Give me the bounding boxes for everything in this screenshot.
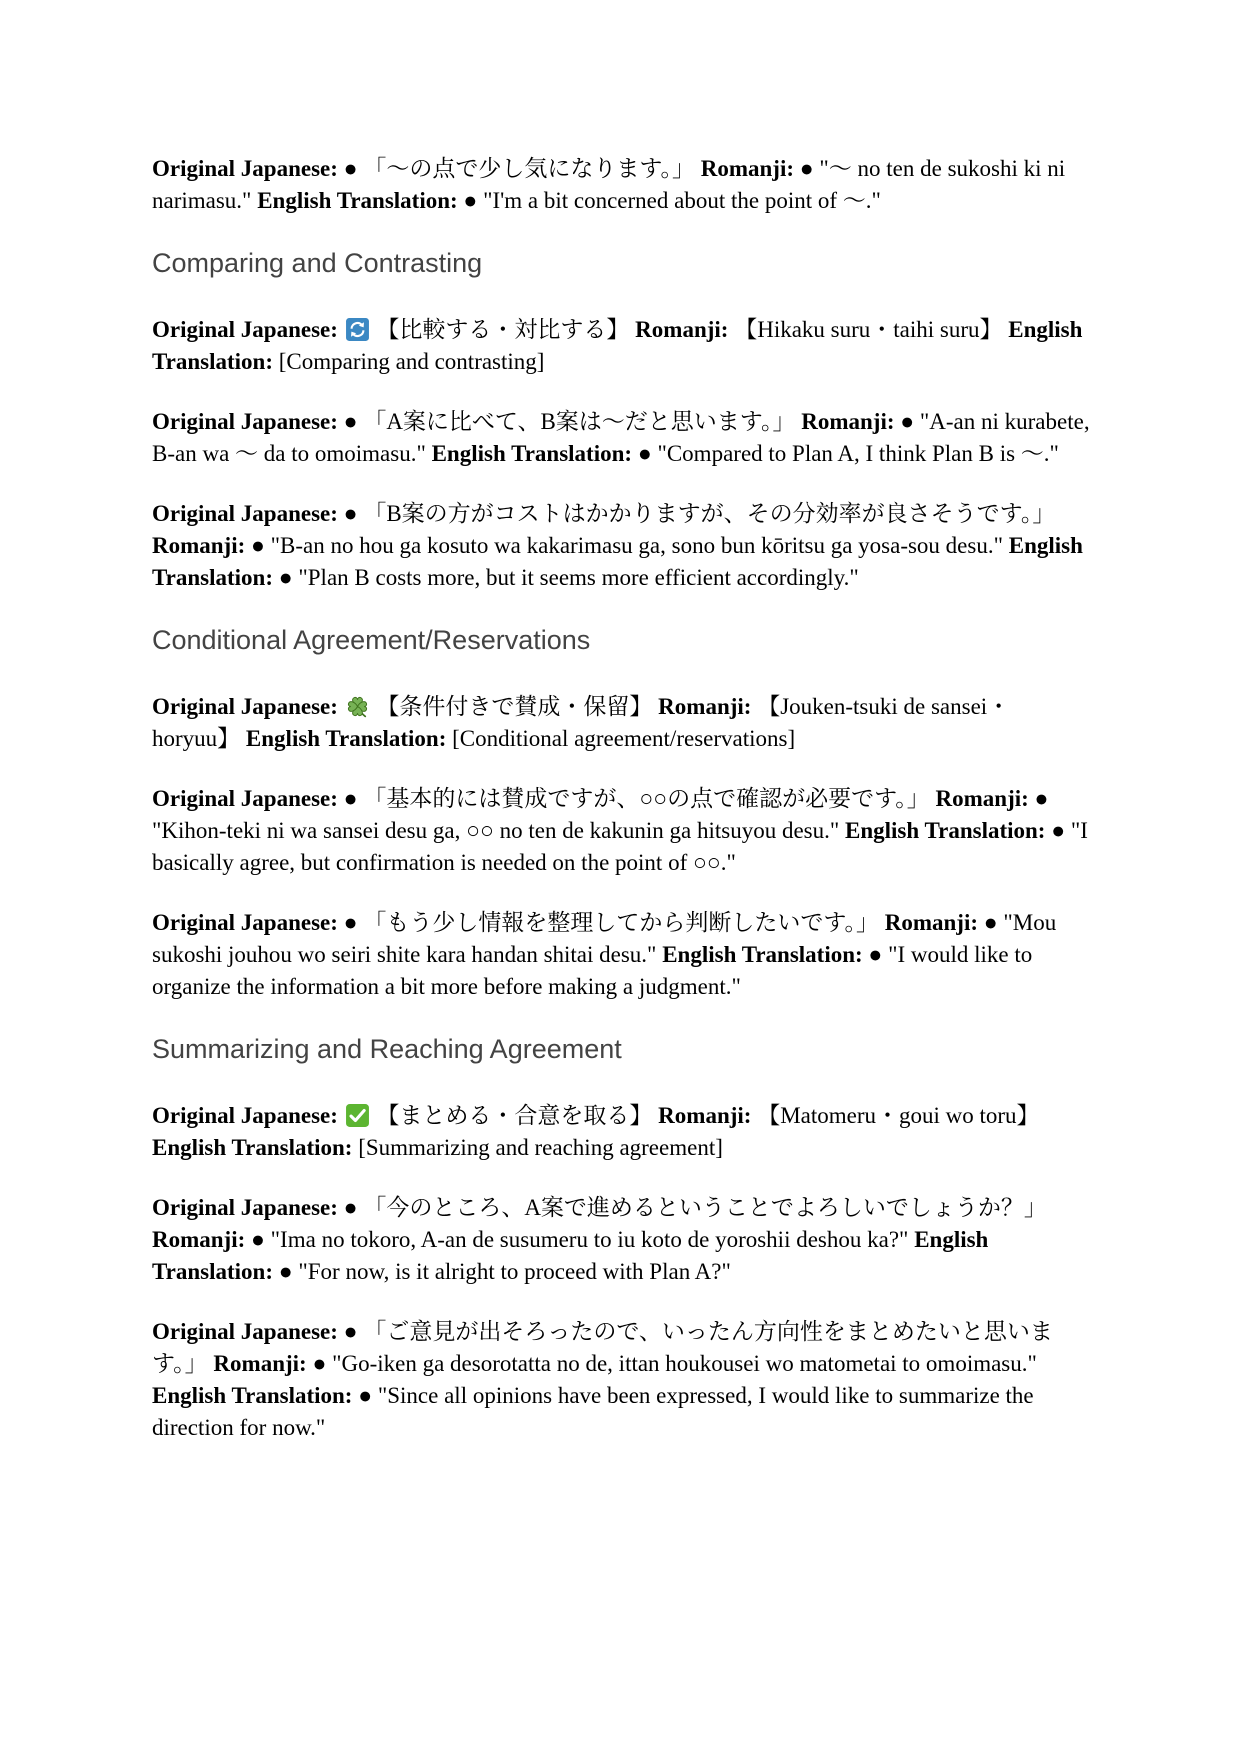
phrase-entry [152, 907, 1093, 1003]
romanji-text: ● "Go-iken ga desorotatta no de, ittan houkousei wo matometai to omoimasu." [312, 1351, 1037, 1376]
romanji-text: 【Jouken-tsuki de sansei・horyuu】 [152, 694, 1011, 751]
english-translation-label: English Translation: [152, 533, 1083, 590]
original-japanese-text: ● 「今のところ、A案で進めるということでよろしいでしょうか？」 [343, 1195, 1047, 1220]
english-translation-text: ● "For now, is it alright to proceed with Plan A?" [278, 1259, 731, 1284]
original-japanese-text: ● 「もう少し情報を整理してから判断したいです。」 [343, 910, 879, 935]
check-mark-button-icon [345, 1103, 370, 1128]
romanji-label: Romanji: [700, 156, 795, 181]
phrase-entry [152, 1316, 1093, 1444]
english-translation-text: ● "Plan B costs more, but it seems more efficient accordingly." [278, 565, 859, 590]
english-translation-text: ● "I basically agree, but confirmation is needed on the point of ○○." [152, 818, 1088, 875]
english-translation-text: [Summarizing and reaching agreement] [358, 1135, 723, 1160]
four-leaf-clover-icon [345, 694, 370, 719]
english-translation-text: [Comparing and contrasting] [278, 349, 545, 374]
english-translation-text: ● "Since all opinions have been expressed, I would like to summarize the direction for now." [152, 1383, 1034, 1440]
original-japanese-label: Original Japanese: [152, 501, 338, 526]
phrase-entry [152, 498, 1093, 594]
section-intro-entry [152, 691, 1093, 755]
section-intro-entry [152, 1100, 1093, 1164]
english-translation-label: English Translation: [662, 942, 863, 967]
original-japanese-text: ● 「〜の点で少し気になります。」 [343, 156, 695, 181]
romanji-label: Romanji: [884, 910, 979, 935]
original-japanese-label: Original Japanese: [152, 409, 338, 434]
romanji-label: Romanji: [635, 317, 729, 342]
romanji-text: 【Matomeru・goui wo toru】 [757, 1103, 1040, 1128]
original-japanese-label: Original Japanese: [152, 156, 338, 181]
section-heading: Conditional Agreement/Reservations [152, 625, 591, 655]
original-japanese-label: Original Japanese: [152, 317, 338, 342]
english-translation-text: [Conditional agreement/reservations] [452, 726, 796, 751]
section-heading: Summarizing and Reaching Agreement [152, 1034, 622, 1064]
romanji-text: ● "Kihon-teki ni wa sansei desu ga, ○○ no ten de kakunin ga hitsuyou desu." [152, 786, 1049, 843]
english-translation-label: English Translation: [245, 726, 447, 751]
section-heading: Comparing and Contrasting [152, 248, 483, 278]
original-japanese-text: ● 「A案に比べて、B案は〜だと思います。」 [343, 409, 796, 434]
english-translation-label: English Translation: [152, 1227, 989, 1284]
original-japanese-label: Original Japanese: [152, 694, 338, 719]
document-body [152, 153, 1093, 1472]
original-japanese-text: ● 「ご意見が出そろったので、いったん方向性をまとめたいと思います。」 [152, 1319, 1053, 1376]
romanji-label: Romanji: [935, 786, 1029, 811]
english-translation-label: English Translation: [152, 1135, 353, 1160]
original-japanese-text: ● 「基本的には賛成ですが、○○の点で確認が必要です。」 [343, 786, 930, 811]
phrase-entry [152, 1192, 1093, 1288]
original-japanese-text: 【比較する・対比する】 [376, 317, 630, 342]
romanji-text: ● "B-an no hou ga kosuto wa kakarimasu ga, sono bun kōritsu ga yosa-sou desu." [251, 533, 1003, 558]
english-translation-label: English Translation: [431, 441, 633, 466]
english-translation-label: English Translation: [152, 317, 1083, 374]
original-japanese-label: Original Japanese: [152, 786, 338, 811]
romanji-label: Romanji: [658, 694, 752, 719]
original-japanese-text: 【条件付きで賛成・保留】 [376, 694, 653, 719]
original-japanese-text: ● 「B案の方がコストはかかりますが、その分効率が良さそうです。」 [343, 501, 1056, 526]
original-japanese-label: Original Japanese: [152, 1319, 338, 1344]
romanji-label: Romanji: [658, 1103, 752, 1128]
phrase-entry [152, 406, 1093, 470]
english-translation-label: English Translation: [152, 1383, 353, 1408]
romanji-text: ● "Ima no tokoro, A-an de susumeru to iu koto de yoroshii deshou ka?" [251, 1227, 909, 1252]
phrase-entry [152, 783, 1093, 879]
romanji-text: ● "A-an ni kurabete, B-an wa 〜 da to omoimasu." [152, 409, 1090, 466]
romanji-label: Romanji: [801, 409, 895, 434]
romanji-text: 【Hikaku suru・taihi suru】 [734, 317, 1003, 342]
english-translation-text: ● "I would like to organize the information a bit more before making a judgment." [152, 942, 1033, 999]
counterclockwise-arrows-icon [345, 317, 370, 342]
english-translation-text: ● "Compared to Plan A, I think Plan B is 〜." [637, 441, 1059, 466]
romanji-label: Romanji: [152, 1227, 246, 1252]
original-japanese-label: Original Japanese: [152, 910, 338, 935]
original-japanese-label: Original Japanese: [152, 1195, 338, 1220]
original-japanese-text: 【まとめる・合意を取る】 [376, 1103, 653, 1128]
romanji-text: ● "Mou sukoshi jouhou wo seiri shite kara handan shitai desu." [152, 910, 1057, 967]
english-translation-label: English Translation: [257, 188, 458, 213]
romanji-label: Romanji: [152, 533, 246, 558]
original-japanese-label: Original Japanese: [152, 1103, 338, 1128]
english-translation-label: English Translation: [845, 818, 1046, 843]
romanji-label: Romanji: [213, 1351, 307, 1376]
english-translation-text: ● "I'm a bit concerned about the point of 〜." [463, 188, 881, 213]
romanji-text: ● "〜 no ten de sukoshi ki ni narimasu." [152, 156, 1066, 213]
phrase-entry [152, 153, 1093, 217]
section-intro-entry [152, 314, 1093, 378]
